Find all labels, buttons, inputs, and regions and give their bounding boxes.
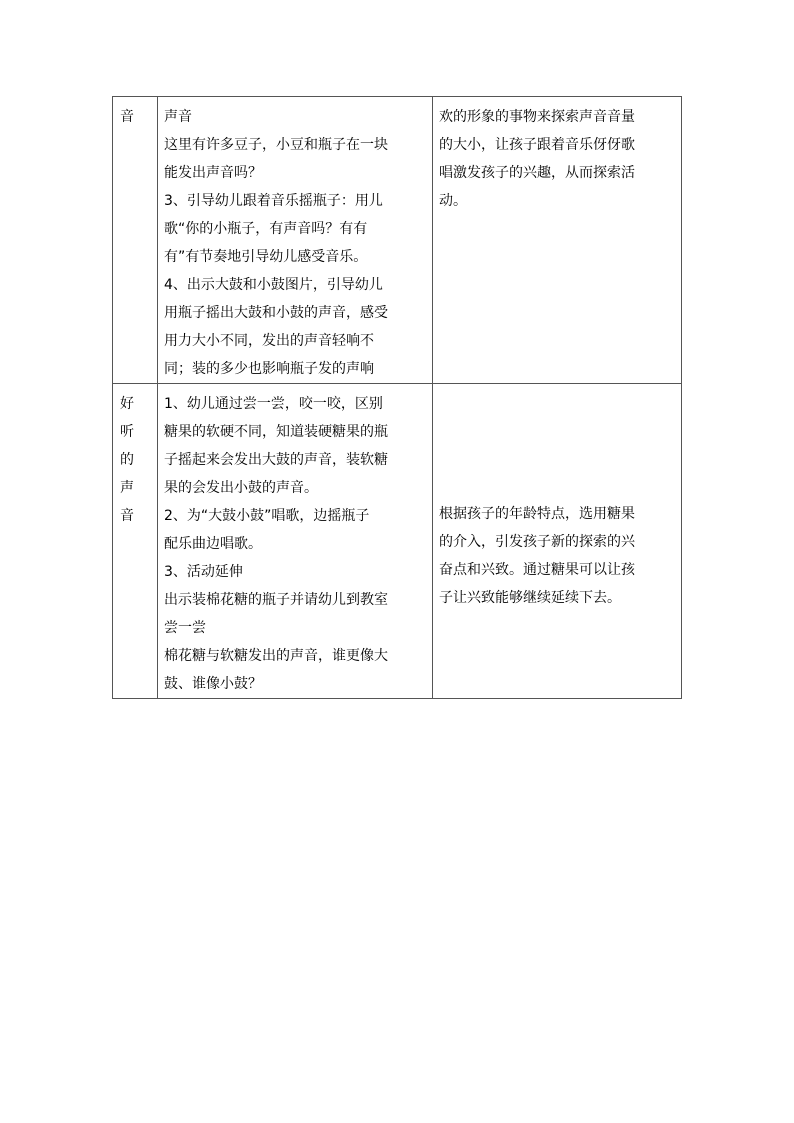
intent-line: 的大小，让孩子跟着音乐伢伢歌	[439, 137, 635, 153]
process-line: 子摇起来会发出大鼓的声音，装软糖	[164, 452, 388, 468]
table-row	[113, 97, 682, 384]
lesson-plan-table	[112, 96, 682, 699]
process-cell	[158, 384, 433, 699]
section-title-char: 音	[120, 508, 134, 524]
process-line: 配乐曲边唱歌。	[164, 536, 262, 552]
intent-line: 唱激发孩子的兴趣，从而探索活	[439, 165, 635, 181]
section-title-char: 音	[120, 109, 134, 125]
process-line: 声音	[164, 109, 192, 125]
process-line: 3、活动延伸	[164, 564, 243, 580]
section-title-char: 好	[120, 396, 134, 412]
section-title-char: 听	[120, 424, 134, 440]
process-line: 这里有许多豆子，小豆和瓶子在一块	[164, 137, 388, 153]
process-line: 歌“你的小瓶子，有声音吗？有有	[164, 221, 368, 237]
intent-cell	[433, 97, 682, 384]
intent-cell	[433, 384, 682, 699]
intent-line: 奋点和兴致。通过糖果可以让孩	[439, 562, 635, 578]
process-line: 尝一尝	[164, 620, 206, 636]
process-cell	[158, 97, 433, 384]
process-line: 有”有节奏地引导幼儿感受音乐。	[164, 249, 368, 265]
process-line: 用力大小不同，发出的声音轻响不	[164, 333, 374, 349]
process-line: 同；装的多少也影响瓶子发的声响	[164, 361, 374, 377]
intent-line: 根据孩子的年龄特点，选用糖果	[439, 506, 635, 522]
process-line: 出示装棉花糖的瓶子并请幼儿到教室	[164, 592, 388, 608]
intent-line: 欢的形象的事物来探索声音音量	[439, 109, 635, 125]
process-line: 1、幼儿通过尝一尝，咬一咬，区别	[164, 396, 383, 412]
intent-line: 动。	[439, 193, 467, 209]
process-line: 用瓶子摇出大鼓和小鼓的声音，感受	[164, 305, 388, 321]
section-title-cell	[113, 97, 158, 384]
process-line: 3、引导幼儿跟着音乐摇瓶子：用儿	[164, 193, 383, 209]
process-line: 糖果的软硬不同，知道装硬糖果的瓶	[164, 424, 388, 440]
process-line: 鼓、谁像小鼓？	[164, 676, 262, 692]
section-title-char: 声	[120, 480, 134, 496]
section-title-char: 的	[120, 452, 134, 468]
intent-line: 子让兴致能够继续延续下去。	[439, 590, 621, 606]
section-title-cell	[113, 384, 158, 699]
table-row	[113, 384, 682, 699]
process-line: 棉花糖与软糖发出的声音，谁更像大	[164, 648, 388, 664]
process-line: 果的会发出小鼓的声音。	[164, 480, 318, 496]
process-line: 4、出示大鼓和小鼓图片，引导幼儿	[164, 277, 383, 293]
process-line: 2、为“大鼓小鼓”唱歌，边摇瓶子	[164, 508, 370, 524]
process-line: 能发出声音吗？	[164, 165, 262, 181]
intent-line: 的介入，引发孩子新的探索的兴	[439, 534, 635, 550]
